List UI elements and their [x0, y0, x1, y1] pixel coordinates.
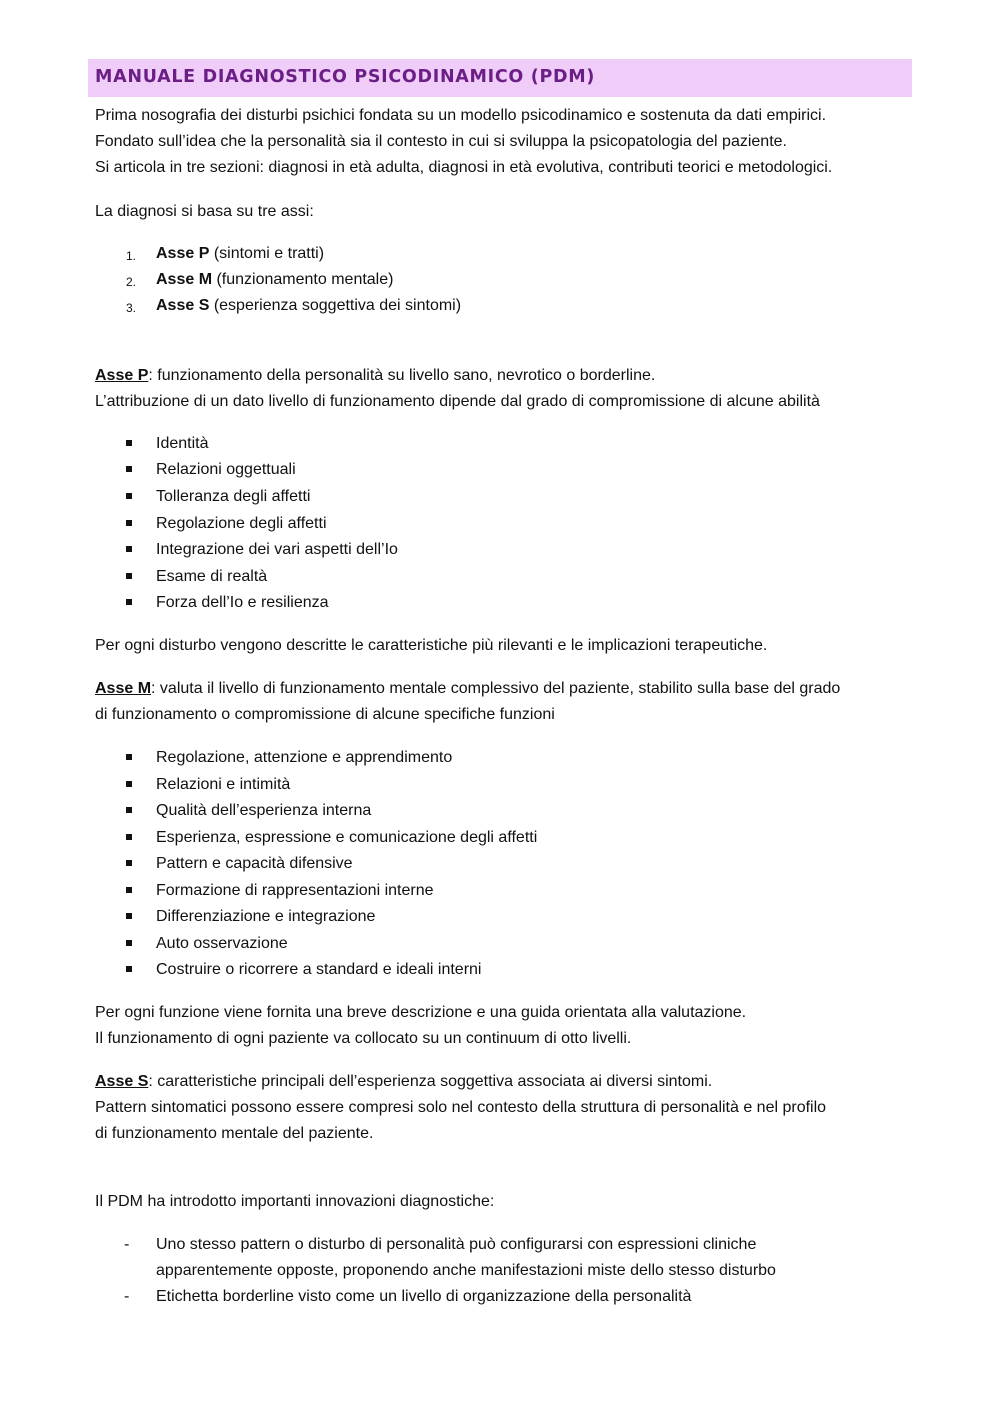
list-item: Costruire o ricorrere a standard e ideali interni [156, 961, 482, 978]
intro-line: Si articola in tre sezioni: diagnosi in età adulta, diagnosi in età evolutiva, contributi teorici e metodologici. [95, 159, 833, 176]
list-item [156, 270, 393, 290]
innovations-intro: Il PDM ha introdotto importanti innovazioni diagnostiche: [95, 1193, 495, 1210]
asse-m-text: : valuta il livello di funzionamento mentale complessivo del paziente, stabilito sulla base del grado [151, 680, 841, 697]
title-banner [88, 59, 912, 97]
bullet [126, 966, 132, 972]
list-item [156, 244, 324, 264]
list-item: Regolazione, attenzione e apprendimento [156, 749, 453, 766]
axis-desc: (sintomi e tratti) [209, 245, 325, 262]
axis-name: Asse S [156, 297, 210, 314]
list-number: 3. [126, 301, 137, 315]
dash-marker: - [124, 1236, 130, 1253]
list-item: Esame di realtà [156, 568, 268, 585]
asse-s-text: : caratteristiche principali dell’esperienza soggettiva associata ai diversi sintomi. [148, 1073, 713, 1090]
page-title: MANUALE DIAGNOSTICO PSICODINAMICO (PDM) [95, 67, 596, 87]
bullet [126, 860, 132, 866]
list-item: Auto osservazione [156, 935, 288, 952]
bullet [126, 754, 132, 760]
asse-p-closing: Per ogni disturbo vengono descritte le caratteristiche più rilevanti e le implicazioni terapeutiche. [95, 637, 768, 654]
asse-m-heading [95, 679, 840, 699]
list-number: 1. [126, 249, 137, 263]
bullet [126, 781, 132, 787]
asse-p-heading [95, 366, 655, 386]
asse-p-label: Asse P [95, 367, 149, 384]
asse-p-text: L’attribuzione di un dato livello di funzionamento dipende dal grado di compromissione di alcune abilità [95, 393, 820, 410]
list-item: Identità [156, 435, 209, 452]
asse-m-closing: Il funzionamento di ogni paziente va collocato su un continuum di otto livelli. [95, 1030, 632, 1047]
asse-m-closing: Per ogni funzione viene fornita una breve descrizione e una guida orientata alla valutazione. [95, 1004, 747, 1021]
list-item-continuation: apparentemente opposte, proponendo anche manifestazioni miste dello stesso disturbo [156, 1262, 776, 1279]
asse-s-text: di funzionamento mentale del paziente. [95, 1125, 374, 1142]
list-item: Relazioni oggettuali [156, 461, 296, 478]
asse-m-text: di funzionamento o compromissione di alcune specifiche funzioni [95, 706, 555, 723]
axis-name: Asse P [156, 245, 210, 262]
bullet [126, 807, 132, 813]
asse-s-text: Pattern sintomatici possono essere compresi solo nel contesto della struttura di personalità e nel profilo [95, 1099, 827, 1116]
intro-line: Prima nosografia dei disturbi psichici fondata su un modello psicodinamico e sostenuta da dati empirici. [95, 107, 827, 124]
bullet [126, 520, 132, 526]
dash-marker: - [124, 1288, 130, 1305]
axes-intro: La diagnosi si basa su tre assi: [95, 203, 314, 220]
list-item: Qualità dell’esperienza interna [156, 802, 372, 819]
list-item: Regolazione degli affetti [156, 515, 327, 532]
intro-line: Fondato sull’idea che la personalità sia il contesto in cui si sviluppa la psicopatologia del paziente. [95, 133, 787, 150]
bullet [126, 493, 132, 499]
bullet [126, 466, 132, 472]
list-item: Relazioni e intimità [156, 776, 291, 793]
bullet [126, 546, 132, 552]
asse-s-heading [95, 1072, 712, 1092]
list-item: Integrazione dei vari aspetti dell’Io [156, 541, 398, 558]
list-item: Uno stesso pattern o disturbo di personalità può configurarsi con espressioni cliniche [156, 1236, 757, 1253]
bullet [126, 887, 132, 893]
axis-desc: (esperienza soggettiva dei sintomi) [209, 297, 462, 314]
bullet [126, 573, 132, 579]
list-item: Etichetta borderline visto come un livello di organizzazione della personalità [156, 1288, 692, 1305]
list-item: Differenziazione e integrazione [156, 908, 376, 925]
asse-s-label: Asse S [95, 1073, 149, 1090]
asse-p-text: : funzionamento della personalità su livello sano, nevrotico o borderline. [148, 367, 656, 384]
list-item: Tolleranza degli affetti [156, 488, 311, 505]
bullet [126, 913, 132, 919]
list-item: Formazione di rappresentazioni interne [156, 882, 434, 899]
axis-name: Asse M [156, 271, 213, 288]
list-item: Forza dell’Io e resilienza [156, 594, 329, 611]
bullet [126, 440, 132, 446]
asse-m-label: Asse M [95, 680, 152, 697]
bullet [126, 940, 132, 946]
list-item [156, 296, 461, 316]
bullet [126, 599, 132, 605]
list-item: Pattern e capacità difensive [156, 855, 353, 872]
bullet [126, 834, 132, 840]
axis-desc: (funzionamento mentale) [212, 271, 394, 288]
list-item: Esperienza, espressione e comunicazione degli affetti [156, 829, 538, 846]
list-number: 2. [126, 275, 137, 289]
